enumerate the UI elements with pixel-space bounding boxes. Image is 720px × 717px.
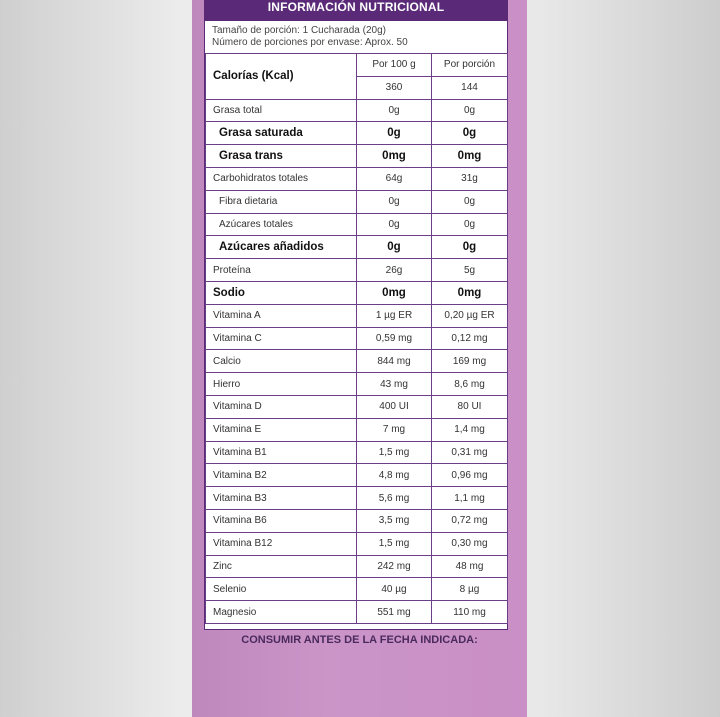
nutrient-per100: 40 µg xyxy=(357,578,432,601)
nutrient-per100: 26g xyxy=(357,259,432,282)
nutrient-per-serving: 0g xyxy=(432,99,508,122)
nutrient-label: Vitamina A xyxy=(206,304,357,327)
serving-size: Tamaño de porción: 1 Cucharada (20g) xyxy=(212,25,386,36)
nutrient-per100: 1 µg ER xyxy=(357,304,432,327)
nutrient-per100: 0g xyxy=(357,190,432,213)
nutrient-row xyxy=(206,373,508,396)
nutrient-row xyxy=(206,418,508,441)
nutrient-per100: 242 mg xyxy=(357,555,432,578)
nutrient-per-serving: 0mg xyxy=(432,281,508,304)
product-package xyxy=(192,0,527,717)
nutrient-row xyxy=(206,464,508,487)
nutrient-per100: 64g xyxy=(357,167,432,190)
nutrient-row xyxy=(206,395,508,418)
calories-per100: 360 xyxy=(357,76,432,99)
nutrient-row xyxy=(206,190,508,213)
nutrient-row xyxy=(206,509,508,532)
calories-per-serving: 144 xyxy=(432,76,508,99)
nutrient-per100: 551 mg xyxy=(357,601,432,624)
nutrient-per-serving: 169 mg xyxy=(432,350,508,373)
nutrient-per100: 0mg xyxy=(357,281,432,304)
nutrient-per100: 844 mg xyxy=(357,350,432,373)
column-header-row xyxy=(206,54,508,77)
nutrient-per-serving: 48 mg xyxy=(432,555,508,578)
nutrient-label: Magnesio xyxy=(206,601,357,624)
nutrient-per100: 7 mg xyxy=(357,418,432,441)
nutrient-row xyxy=(206,350,508,373)
nutrient-row xyxy=(206,555,508,578)
nutrient-per-serving: 0,31 mg xyxy=(432,441,508,464)
nutrient-per100: 1,5 mg xyxy=(357,441,432,464)
nutrient-label: Vitamina B12 xyxy=(206,532,357,555)
nutrient-per-serving: 0mg xyxy=(432,145,508,168)
nutrient-label: Carbohidratos totales xyxy=(206,167,357,190)
nutrient-label: Hierro xyxy=(206,373,357,396)
nutrient-label: Grasa saturada xyxy=(206,122,357,145)
nutrient-per-serving: 8,6 mg xyxy=(432,373,508,396)
nutrient-per100: 0g xyxy=(357,213,432,236)
nutrient-per-serving: 0,12 mg xyxy=(432,327,508,350)
nutrient-label: Fibra dietaria xyxy=(206,190,357,213)
nutrient-label: Zinc xyxy=(206,555,357,578)
nutrient-per100: 5,6 mg xyxy=(357,487,432,510)
servings-per-container: Número de porciones por envase: Aprox. 50 xyxy=(212,37,408,48)
nutrition-table xyxy=(205,53,508,624)
nutrient-label: Grasa trans xyxy=(206,145,357,168)
nutrient-per-serving: 0,20 µg ER xyxy=(432,304,508,327)
nutrient-per100: 0g xyxy=(357,99,432,122)
nutrient-per-serving: 1,4 mg xyxy=(432,418,508,441)
nutrient-label: Selenio xyxy=(206,578,357,601)
nutrient-per100: 43 mg xyxy=(357,373,432,396)
nutrient-label: Azúcares totales xyxy=(206,213,357,236)
nutrient-per100: 0,59 mg xyxy=(357,327,432,350)
nutrient-label: Azúcares añadidos xyxy=(206,236,357,259)
nutrient-row xyxy=(206,441,508,464)
nutrient-per-serving: 0g xyxy=(432,122,508,145)
nutrient-row xyxy=(206,532,508,555)
column-header-per-serving: Por porción xyxy=(432,54,508,77)
nutrient-row xyxy=(206,213,508,236)
nutrient-label: Vitamina D xyxy=(206,395,357,418)
nutrient-row xyxy=(206,122,508,145)
nutrient-row xyxy=(206,281,508,304)
nutrient-label: Calcio xyxy=(206,350,357,373)
nutrient-per-serving: 8 µg xyxy=(432,578,508,601)
nutrient-label: Vitamina B2 xyxy=(206,464,357,487)
nutrient-per100: 0mg xyxy=(357,145,432,168)
nutrient-row xyxy=(206,145,508,168)
nutrient-per100: 400 UI xyxy=(357,395,432,418)
nutrient-row xyxy=(206,167,508,190)
nutrient-row xyxy=(206,99,508,122)
nutrient-row xyxy=(206,259,508,282)
nutrient-label: Sodio xyxy=(206,281,357,304)
nutrition-header: INFORMACIÓN NUTRICIONAL xyxy=(204,0,508,20)
nutrient-row xyxy=(206,601,508,624)
nutrient-per-serving: 0,96 mg xyxy=(432,464,508,487)
nutrient-label: Vitamina B3 xyxy=(206,487,357,510)
nutrient-label: Grasa total xyxy=(206,99,357,122)
nutrient-row xyxy=(206,327,508,350)
nutrient-per100: 4,8 mg xyxy=(357,464,432,487)
serving-info xyxy=(212,25,408,49)
nutrient-label: Vitamina E xyxy=(206,418,357,441)
nutrient-row xyxy=(206,236,508,259)
nutrient-label: Proteína xyxy=(206,259,357,282)
nutrient-per-serving: 80 UI xyxy=(432,395,508,418)
nutrition-facts-panel xyxy=(204,20,508,630)
nutrient-label: Vitamina B6 xyxy=(206,509,357,532)
column-header-per100: Por 100 g xyxy=(357,54,432,77)
nutrient-per100: 0g xyxy=(357,122,432,145)
nutrient-per100: 1,5 mg xyxy=(357,532,432,555)
nutrient-row xyxy=(206,487,508,510)
nutrient-per100: 0g xyxy=(357,236,432,259)
nutrient-label: Vitamina C xyxy=(206,327,357,350)
nutrient-row xyxy=(206,304,508,327)
nutrient-per-serving: 0g xyxy=(432,213,508,236)
nutrient-per-serving: 110 mg xyxy=(432,601,508,624)
nutrient-per100: 3,5 mg xyxy=(357,509,432,532)
nutrient-per-serving: 31g xyxy=(432,167,508,190)
nutrient-row xyxy=(206,578,508,601)
nutrient-per-serving: 1,1 mg xyxy=(432,487,508,510)
nutrient-per-serving: 0,30 mg xyxy=(432,532,508,555)
nutrient-label: Vitamina B1 xyxy=(206,441,357,464)
nutrient-per-serving: 0,72 mg xyxy=(432,509,508,532)
nutrient-per-serving: 0g xyxy=(432,190,508,213)
nutrient-per-serving: 5g xyxy=(432,259,508,282)
nutrient-per-serving: 0g xyxy=(432,236,508,259)
expiry-note: CONSUMIR ANTES DE LA FECHA INDICADA: xyxy=(241,634,478,646)
calories-label: Calorías (Kcal) xyxy=(206,54,357,100)
